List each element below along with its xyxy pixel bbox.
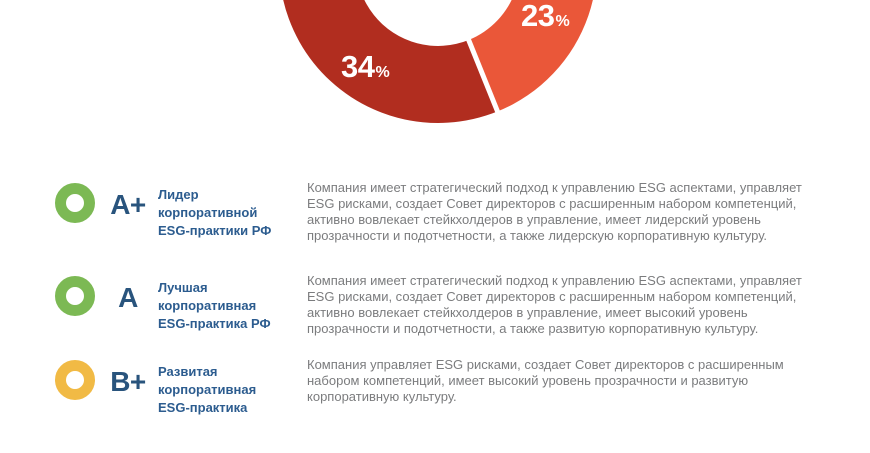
grade-ring-icon: [55, 183, 95, 223]
grade-ring-icon: [55, 360, 95, 400]
donut-label-23-value: 23: [521, 0, 555, 33]
rating-row-b-plus: [0, 357, 870, 453]
rating-description: Компания имеет стратегический подход к управлению ESG аспектами, управляет ESG рисками, создает Совет директоров с расширенным набором компетенций, активно вовлекает стейкхолдеров в управление, имеет высокий уровень прозрачности и подотчетности, а также развитую корпоративную культуру.: [307, 273, 802, 336]
grade-ring-icon: [55, 276, 95, 316]
rating-description: Компания управляет ESG рисками, создает Совет директоров с расширенным набором компетенций, имеет высокий уровень прозрачности и развитую корпоративную культуру.: [307, 357, 784, 404]
rating-row-a: [0, 273, 870, 369]
donut-label-23: [521, 0, 569, 31]
donut-chart: [0, 0, 870, 132]
rating-label: Лучшая корпоративная ESG-практика РФ: [158, 280, 271, 331]
donut-label-34-unit: %: [375, 64, 390, 81]
rating-label: Лидер корпоративной ESG-практики РФ: [158, 187, 272, 238]
rating-grade: B+: [110, 366, 146, 397]
donut-label-23-unit: %: [555, 13, 570, 30]
rating-row-a-plus: [0, 180, 870, 276]
donut-label-34: [341, 51, 389, 82]
rating-grade: A+: [110, 189, 146, 220]
donut-label-34-value: 34: [341, 49, 375, 84]
rating-grade: A: [118, 282, 138, 313]
donut-chart-svg: [0, 0, 870, 132]
rating-description: Компания имеет стратегический подход к управлению ESG аспектами, управляет ESG рисками, создает Совет директоров с расширенным набором компетенций, активно вовлекает стейкхолдеров в управление, имеет лидерский уровень прозрачности и подотчетности, а также лидерскую корпоративную культуру.: [307, 180, 802, 243]
rating-label: Развитая корпоративная ESG-практика: [158, 364, 257, 415]
